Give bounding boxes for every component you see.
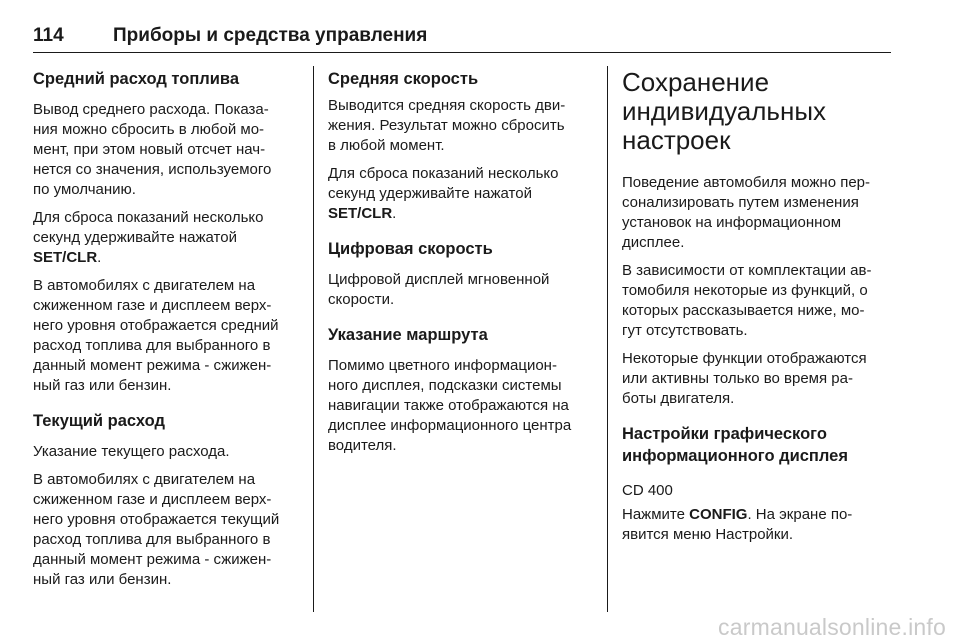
set-clr-control-label: SET/CLR [328,205,393,222]
column-3 [622,68,892,553]
paragraph-engine-note: Некоторые функции отображаются или активны только во время ра- боты двигателя. [622,350,867,407]
set-clr-control-label: SET/CLR [33,249,98,266]
config-control-label: CONFIG [689,506,748,523]
config-instruction-start: Нажмите [622,506,685,523]
paragraph-reset-instruction [328,164,596,224]
section-title-display-settings: Настройки графического информационного дисплея [622,425,848,465]
section-title-digital-speed: Цифровая скорость [328,240,493,258]
reset-instruction-end: . [97,249,102,266]
page-number: 114 [33,25,64,46]
column-2 [328,68,596,464]
paragraph-config-instruction [622,505,892,545]
section-title-route-guidance: Указание маршрута [328,326,488,344]
paragraph-current-consumption-desc: Указание текущего расхода. [33,443,230,460]
chapter-title: Приборы и средства управления [113,25,428,46]
paragraph-personalization: Поведение автомобиля можно пер- сонализировать путем изменения установок на информационном дисплее. [622,174,871,251]
paragraph-average-consumption-desc: Вывод среднего расхода. Показа- ния можно сбросить в любой мо- мент, при этом новый отсчет нач- нется со значения, используемого по умолчанию. [33,101,272,198]
column-1 [33,68,301,598]
model-label-cd400: CD 400 [622,482,673,499]
page-header [33,24,891,53]
chapter-section-title: Сохранение индивидуальных настроек [622,67,827,155]
section-title-current-consumption: Текущий расход [33,412,165,430]
paragraph-digital-speed-desc: Цифровой дисплей мгновенной скорости. [328,271,550,308]
reset-instruction-text: Для сброса показаний несколько секунд удерживайте нажатой [328,165,559,202]
section-title-average-speed: Средняя скорость [328,70,479,88]
watermark-text: carmanualsonline.info [718,614,946,640]
paragraph-lpg-current: В автомобилях с двигателем на сжиженном газе и дисплеем верх- него уровня отображается текущий расход топлива для выбранного в данный момент режима - сжижен- ный газ или бензин. [33,471,280,588]
paragraph-equipment-note: В зависимости от комплектации ав- томобиля некоторые из функций, о которых рассказывается ниже, мо- гут отсутствовать. [622,262,872,339]
section-title-average-consumption: Средний расход топлива [33,70,240,88]
paragraph-average-speed-desc: Выводится средняя скорость дви- жения. Результат можно сбросить в любой момент. [328,97,566,154]
reset-instruction-text: Для сброса показаний несколько секунд удерживайте нажатой [33,209,264,246]
paragraph-lpg-average: В автомобилях с двигателем на сжиженном газе и дисплеем верх- него уровня отображается средний расход топлива для выбранного в данный момент режима - сжижен- ный газ или бензин. [33,277,279,394]
paragraph-route-guidance-desc: Помимо цветного информацион- ного дисплея, подсказки системы навигации также отображаются на дисплее информационного центра водителя. [328,357,572,454]
config-instruction-end: . На экране по- явится меню Настройки. [622,506,853,543]
paragraph-reset-instruction [33,208,301,268]
column-divider-left [313,66,314,612]
column-divider-right [607,66,608,612]
reset-instruction-end: . [392,205,397,222]
